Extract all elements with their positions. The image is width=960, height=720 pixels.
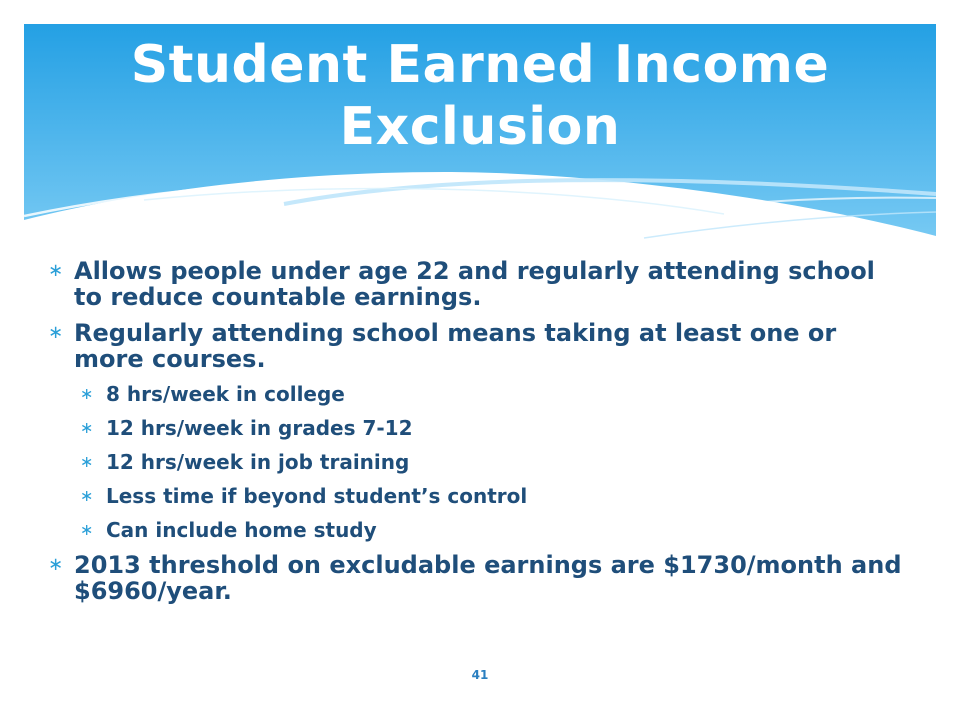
sub-bullet-item (48, 382, 908, 406)
sub-bullet-text: 8 hrs/week in college (106, 382, 345, 406)
bullet-icon: ∗ (48, 554, 64, 575)
page-number: 41 (471, 668, 489, 682)
bullet-icon: ∗ (80, 486, 94, 505)
bullet-text: Allows people under age 22 and regularly attending school to reduce countable earnings. (74, 257, 875, 311)
bullet-icon: ∗ (48, 322, 64, 343)
sub-bullet-text: Less time if beyond student’s control (106, 484, 528, 508)
bullet-text: 2013 threshold on excludable earnings are $1730/month and $6960/year. (74, 551, 902, 605)
slide-title (24, 34, 936, 158)
bullet-item (48, 258, 908, 310)
sub-bullet-text: 12 hrs/week in grades 7-12 (106, 416, 413, 440)
sub-bullet-text: Can include home study (106, 518, 377, 542)
sub-bullet-item (48, 416, 908, 440)
bullet-item (48, 552, 908, 604)
bullet-icon: ∗ (80, 452, 94, 471)
bullet-icon: ∗ (80, 384, 94, 403)
sub-bullet-item (48, 518, 908, 542)
slide-content (48, 258, 908, 614)
sub-bullet-item (48, 484, 908, 508)
bullet-icon: ∗ (80, 418, 94, 437)
sub-bullet-text: 12 hrs/week in job training (106, 450, 410, 474)
bullet-item (48, 320, 908, 372)
bullet-text: Regularly attending school means taking at least one or more courses. (74, 319, 837, 373)
sub-bullet-item (48, 450, 908, 474)
title-line-1: Student Earned Income (130, 35, 830, 95)
bullet-icon: ∗ (80, 520, 94, 539)
bullet-icon: ∗ (48, 260, 64, 281)
title-line-2: Exclusion (339, 97, 621, 157)
